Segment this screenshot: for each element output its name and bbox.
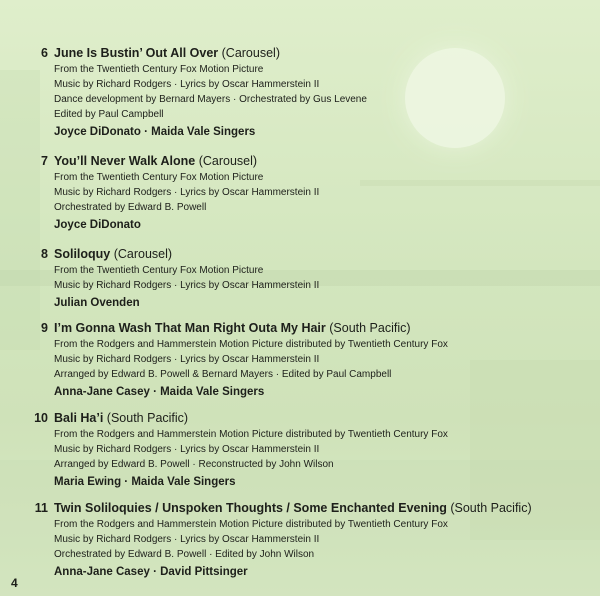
track-performers: Joyce DiDonato · Maida Vale Singers xyxy=(54,126,256,138)
track-credit: Orchestrated by Edward B. Powell xyxy=(54,202,207,213)
track-show: (Carousel) xyxy=(218,46,280,60)
track-credit: Arranged by Edward B. Powell & Bernard Mayers · Edited by Paul Campbell xyxy=(54,369,392,380)
track-credit: From the Twentieth Century Fox Motion Picture xyxy=(54,265,264,276)
track-show: (South Pacific) xyxy=(325,321,411,335)
track-title: You’ll Never Walk Alone xyxy=(54,154,196,168)
track-credit: Edited by Paul Campbell xyxy=(54,109,164,120)
track-credit: Music by Richard Rodgers · Lyrics by Oscar Hammerstein II xyxy=(54,354,320,365)
track-title: Soliloquy xyxy=(54,247,111,261)
track-number: 6 xyxy=(41,46,48,60)
track-credit: Arranged by Edward B. Powell · Reconstructed by John Wilson xyxy=(54,459,334,470)
track-title-line xyxy=(54,410,594,427)
track-number: 9 xyxy=(41,321,48,335)
track-credit: From the Twentieth Century Fox Motion Picture xyxy=(54,172,264,183)
page-number: 4 xyxy=(11,576,18,590)
track-number: 8 xyxy=(41,247,48,261)
track-performers: Joyce DiDonato xyxy=(54,219,141,231)
track-title: I’m Gonna Wash That Man Right Outa My Hair xyxy=(54,321,326,335)
track-credit: From the Rodgers and Hammerstein Motion Picture distributed by Twentieth Century Fox xyxy=(54,429,448,440)
track-show: (Carousel) xyxy=(110,247,173,261)
track-credit: From the Twentieth Century Fox Motion Picture xyxy=(54,64,264,75)
track-show: (South Pacific) xyxy=(103,411,189,425)
track-title-line xyxy=(54,500,594,517)
track-title-line xyxy=(54,320,594,337)
track-title-line xyxy=(54,45,594,62)
track-performers: Maria Ewing · Maida Vale Singers xyxy=(54,476,236,488)
track-number: 10 xyxy=(34,411,48,425)
track-title-line xyxy=(54,153,594,170)
track-title-line xyxy=(54,246,594,263)
track-number: 7 xyxy=(41,154,48,168)
track-number: 11 xyxy=(34,501,48,515)
track-credit: From the Rodgers and Hammerstein Motion Picture distributed by Twentieth Century Fox xyxy=(54,519,448,530)
track-show: (Carousel) xyxy=(195,154,258,168)
track-show: (South Pacific) xyxy=(446,501,532,515)
track-credit: Music by Richard Rodgers · Lyrics by Oscar Hammerstein II xyxy=(54,187,320,198)
track-performers: Anna-Jane Casey · Maida Vale Singers xyxy=(54,386,265,398)
track-title: Bali Ha’i xyxy=(54,411,104,425)
track-credit: From the Rodgers and Hammerstein Motion Picture distributed by Twentieth Century Fox xyxy=(54,339,448,350)
track-title: June Is Bustin’ Out All Over xyxy=(54,46,219,60)
track-credit: Music by Richard Rodgers · Lyrics by Oscar Hammerstein II xyxy=(54,79,320,90)
track-performers: Julian Ovenden xyxy=(54,297,140,309)
track-credit: Music by Richard Rodgers · Lyrics by Oscar Hammerstein II xyxy=(54,280,320,291)
track-performers: Anna-Jane Casey · David Pittsinger xyxy=(54,566,248,578)
track-credit: Orchestrated by Edward B. Powell · Edited by John Wilson xyxy=(54,549,315,560)
track-title: Twin Soliloquies / Unspoken Thoughts / Some Enchanted Evening xyxy=(54,501,447,515)
track-credit: Music by Richard Rodgers · Lyrics by Oscar Hammerstein II xyxy=(54,534,320,545)
track-credit: Dance development by Bernard Mayers · Orchestrated by Gus Levene xyxy=(54,94,367,105)
track-credit: Music by Richard Rodgers · Lyrics by Oscar Hammerstein II xyxy=(54,444,320,455)
